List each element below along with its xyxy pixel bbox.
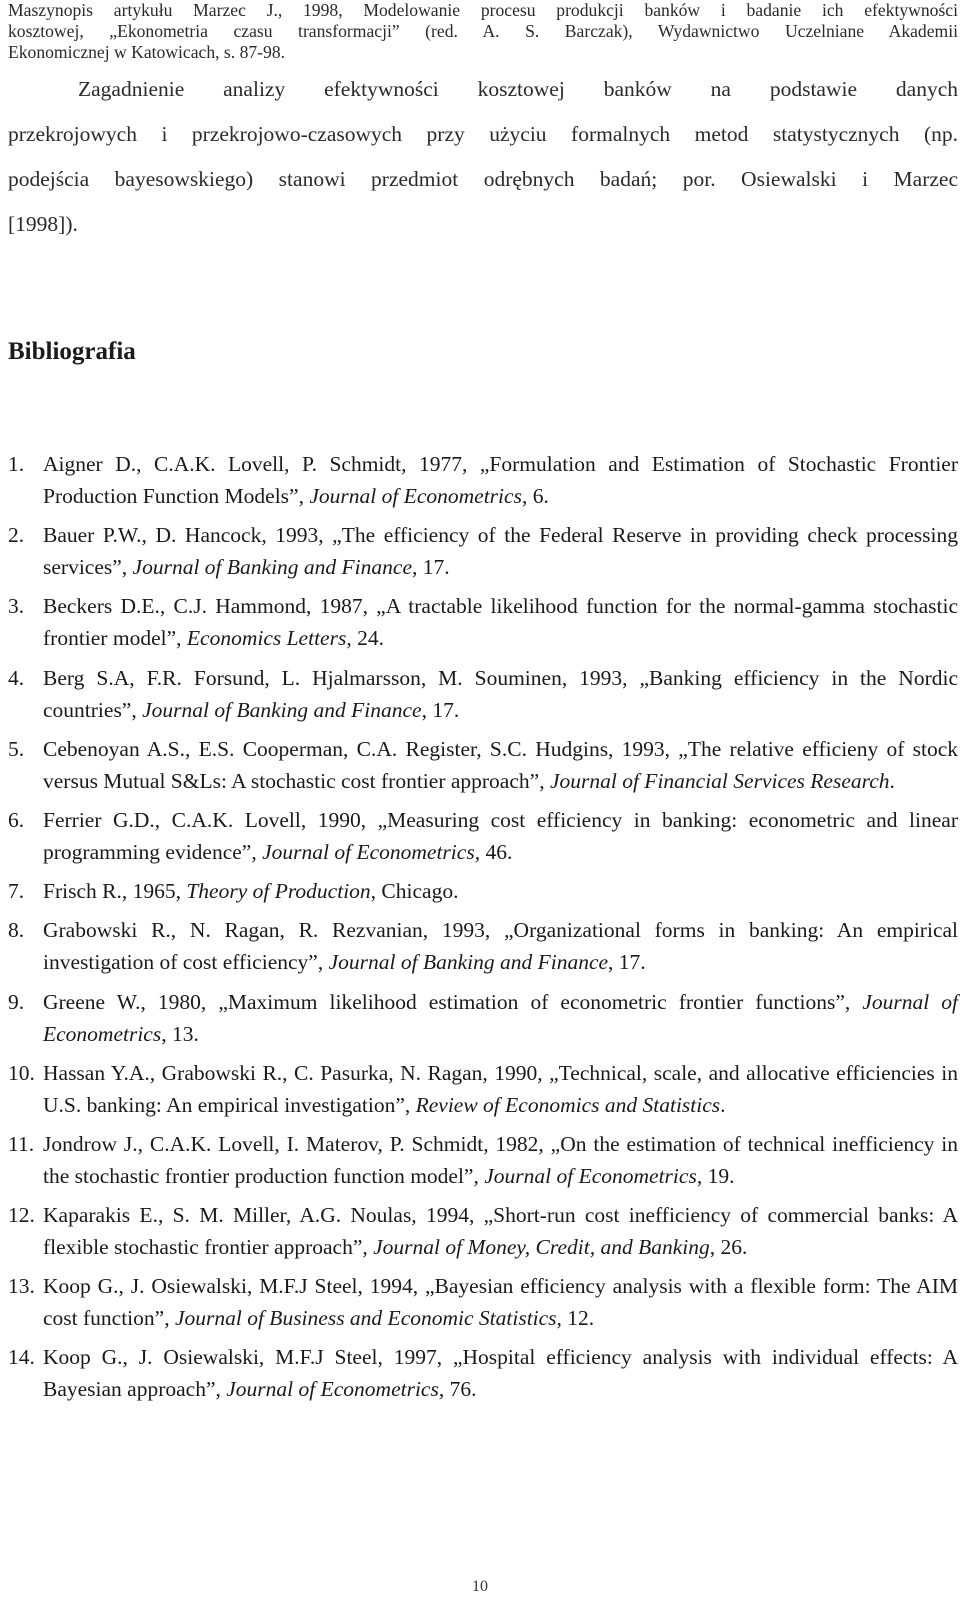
bibliography-item (8, 733, 958, 797)
bibliography-item-text (43, 1270, 958, 1334)
bibliography-item-text (43, 662, 958, 726)
reference-text: Berg S.A, F.R. Forsund, L. Hjalmarsson, M. Souminen, 1993, „Banking efficiency in the Nordic countries”, (43, 665, 958, 722)
reference-text: Koop G., J. Osiewalski, M.F.J Steel, 1997, „Hospital efficiency analysis with individual effects: A Bayesian approach”, (43, 1345, 958, 1402)
bibliography-item-text (43, 448, 958, 512)
bibliography-item-text (43, 1341, 958, 1405)
bibliography-item (8, 1341, 958, 1405)
bibliography-item (8, 448, 958, 512)
bibliography-item-number: 13. (8, 1274, 35, 1299)
page-number: 10 (472, 1578, 488, 1595)
reference-text: Bauer P.W., D. Hancock, 1993, „The efficiency of the Federal Reserve in providing check processing services”, (43, 523, 958, 580)
bibliography-item (8, 519, 958, 583)
journal-title: Journal of Econometrics (309, 484, 522, 508)
journal-title: Review of Economics and Statistics (415, 1092, 721, 1117)
bibliography-item-number: 7. (8, 879, 25, 904)
reference-text: Grabowski R., N. Ragan, R. Rezvanian, 1993, „Organizational forms in banking: An empirical investigation of cost efficiency”, (43, 918, 958, 975)
bibliography-item-number: 12. (8, 1203, 35, 1228)
bibliography-list (8, 448, 958, 1413)
bibliography-item-number: 14. (8, 1345, 35, 1370)
reference-volume: , 13. (161, 1021, 199, 1046)
intro-line: przekrojowych i przekrojowo-czasowych przy użyciu formalnych metod statystycznych (np. (8, 122, 958, 146)
reference-volume: . (889, 768, 895, 793)
bibliography-item-text (43, 1128, 958, 1192)
journal-title: Journal of Banking and Finance (328, 950, 609, 975)
bibliography-item-text (43, 733, 958, 797)
reference-text: Jondrow J., C.A.K. Lovell, I. Materov, P. Schmidt, 1982, „On the estimation of technical inefficiency in the stochastic frontier production function model”, (43, 1131, 958, 1188)
reference-text: Kaparakis E., S. M. Miller, A.G. Noulas, 1994, „Short-run cost inefficiency of commercial banks: A flexible stochastic frontier approach”, (43, 1203, 958, 1260)
bibliography-item (8, 1270, 958, 1334)
bibliography-item (8, 986, 958, 1050)
intro-line: podejścia bayesowskiego) stanowi przedmiot odrębnych badań; por. Osiewalski i Marzec (8, 167, 958, 191)
bibliography-item (8, 1128, 958, 1192)
reference-text: Greene W., 1980, „Maximum likelihood estimation of econometric frontier functions”, (43, 989, 863, 1014)
bibliography-item (8, 1057, 958, 1121)
bibliography-item-text (43, 1199, 958, 1263)
bibliography-item (8, 662, 958, 726)
journal-title: Journal of Econometrics (262, 839, 475, 864)
journal-title: Journal of Econometrics (43, 989, 959, 1046)
reference-volume: , 19. (696, 1163, 735, 1188)
reference-text: Koop G., J. Osiewalski, M.F.J Steel, 1994, „Bayesian efficiency analysis with a flexible form: The AIM cost function”, (43, 1274, 958, 1331)
bibliography-item-number: 2. (8, 523, 25, 548)
citation-header-line: kosztowej, „Ekonometria czasu transformacji” (red. A. S. Barczak), Wydawnictwo Uczelniane Akademii (8, 21, 958, 41)
bibliography-item-number: 11. (8, 1131, 35, 1156)
intro-line: [1998]). (8, 212, 78, 236)
citation-header-line: Ekonomicznej w Katowicach, s. 87-98. (8, 42, 286, 62)
bibliography-item-text (43, 1057, 958, 1121)
citation-header-line: Maszynopis artykułu Marzec J., 1998, Modelowanie procesu produkcji banków i badanie ich efektywności (8, 0, 958, 20)
bibliography-item (8, 914, 958, 978)
bibliography-item-number: 4. (8, 665, 25, 690)
bibliography-heading: Bibliografia (8, 338, 136, 365)
bibliography-item-text (43, 519, 958, 583)
journal-title: Journal of Business and Economic Statistics (174, 1306, 557, 1331)
reference-text: Beckers D.E., C.J. Hammond, 1987, „A tractable likelihood function for the normal-gamma stochastic frontier model”, (43, 594, 958, 651)
reference-volume: , 76. (438, 1377, 477, 1402)
reference-volume: , Chicago. (370, 879, 459, 904)
reference-text: Aigner D., C.A.K. Lovell, P. Schmidt, 1977, „Formulation and Estimation of Stochastic Frontier Production Function Models”, (43, 452, 958, 508)
bibliography-item (8, 590, 958, 654)
journal-title: Journal of Econometrics (484, 1163, 697, 1188)
bibliography-item (8, 1199, 958, 1263)
bibliography-item-text (43, 590, 958, 654)
reference-text: Cebenoyan A.S., E.S. Cooperman, C.A. Register, S.C. Hudgins, 1993, „The relative efficieny of stock versus Mutual S&Ls: A stochastic cost frontier approach”, (43, 736, 958, 793)
reference-volume: , 17. (412, 555, 450, 580)
bibliography-item (8, 804, 958, 868)
bibliography-item-number: 3. (8, 594, 25, 619)
bibliography-item-number: 9. (8, 989, 25, 1014)
reference-volume: , 12. (556, 1306, 595, 1331)
intro-paragraph (8, 71, 958, 251)
reference-text: Frisch R., 1965, (43, 879, 187, 904)
journal-title: Journal of Econometrics (226, 1377, 439, 1402)
journal-title: Journal of Banking and Finance (142, 697, 422, 722)
journal-title: Economics Letters (186, 626, 347, 651)
citation-header (8, 0, 958, 63)
bibliography-item-text (43, 875, 958, 907)
reference-text: Hassan Y.A., Grabowski R., C. Pasurka, N. Ragan, 1990, „Technical, scale, and allocative efficiencies in U.S. banking: An empirical investigation”, (43, 1060, 958, 1117)
journal-title: Journal of Money, Credit, and Banking (373, 1235, 710, 1260)
reference-volume: . (720, 1092, 726, 1117)
reference-volume: , 17. (608, 950, 646, 975)
reference-volume: , 17. (421, 697, 460, 722)
bibliography-item-number: 6. (8, 807, 25, 832)
bibliography-item-text (43, 804, 958, 868)
journal-title: Journal of Financial Services Research (549, 768, 890, 793)
bibliography-item-number: 5. (8, 736, 25, 761)
reference-volume: , 46. (474, 839, 513, 864)
bibliography-item-number: 10. (8, 1060, 35, 1085)
reference-volume: , 24. (346, 626, 384, 651)
bibliography-item-number: 8. (8, 918, 25, 943)
journal-title: Theory of Production (186, 879, 371, 904)
bibliography-item-text (43, 986, 958, 1050)
bibliography-item-number: 1. (8, 452, 25, 476)
journal-title: Journal of Banking and Finance (132, 555, 412, 580)
reference-volume: , 26. (709, 1235, 748, 1260)
reference-text: Ferrier G.D., C.A.K. Lovell, 1990, „Measuring cost efficiency in banking: econometric and linear programming evidence”, (43, 807, 958, 864)
bibliography-item (8, 875, 958, 907)
intro-line: Zagadnienie analizy efektywności kosztowej banków na podstawie danych (78, 77, 958, 101)
reference-volume: , 6. (521, 484, 549, 508)
bibliography-item-text (43, 914, 958, 978)
